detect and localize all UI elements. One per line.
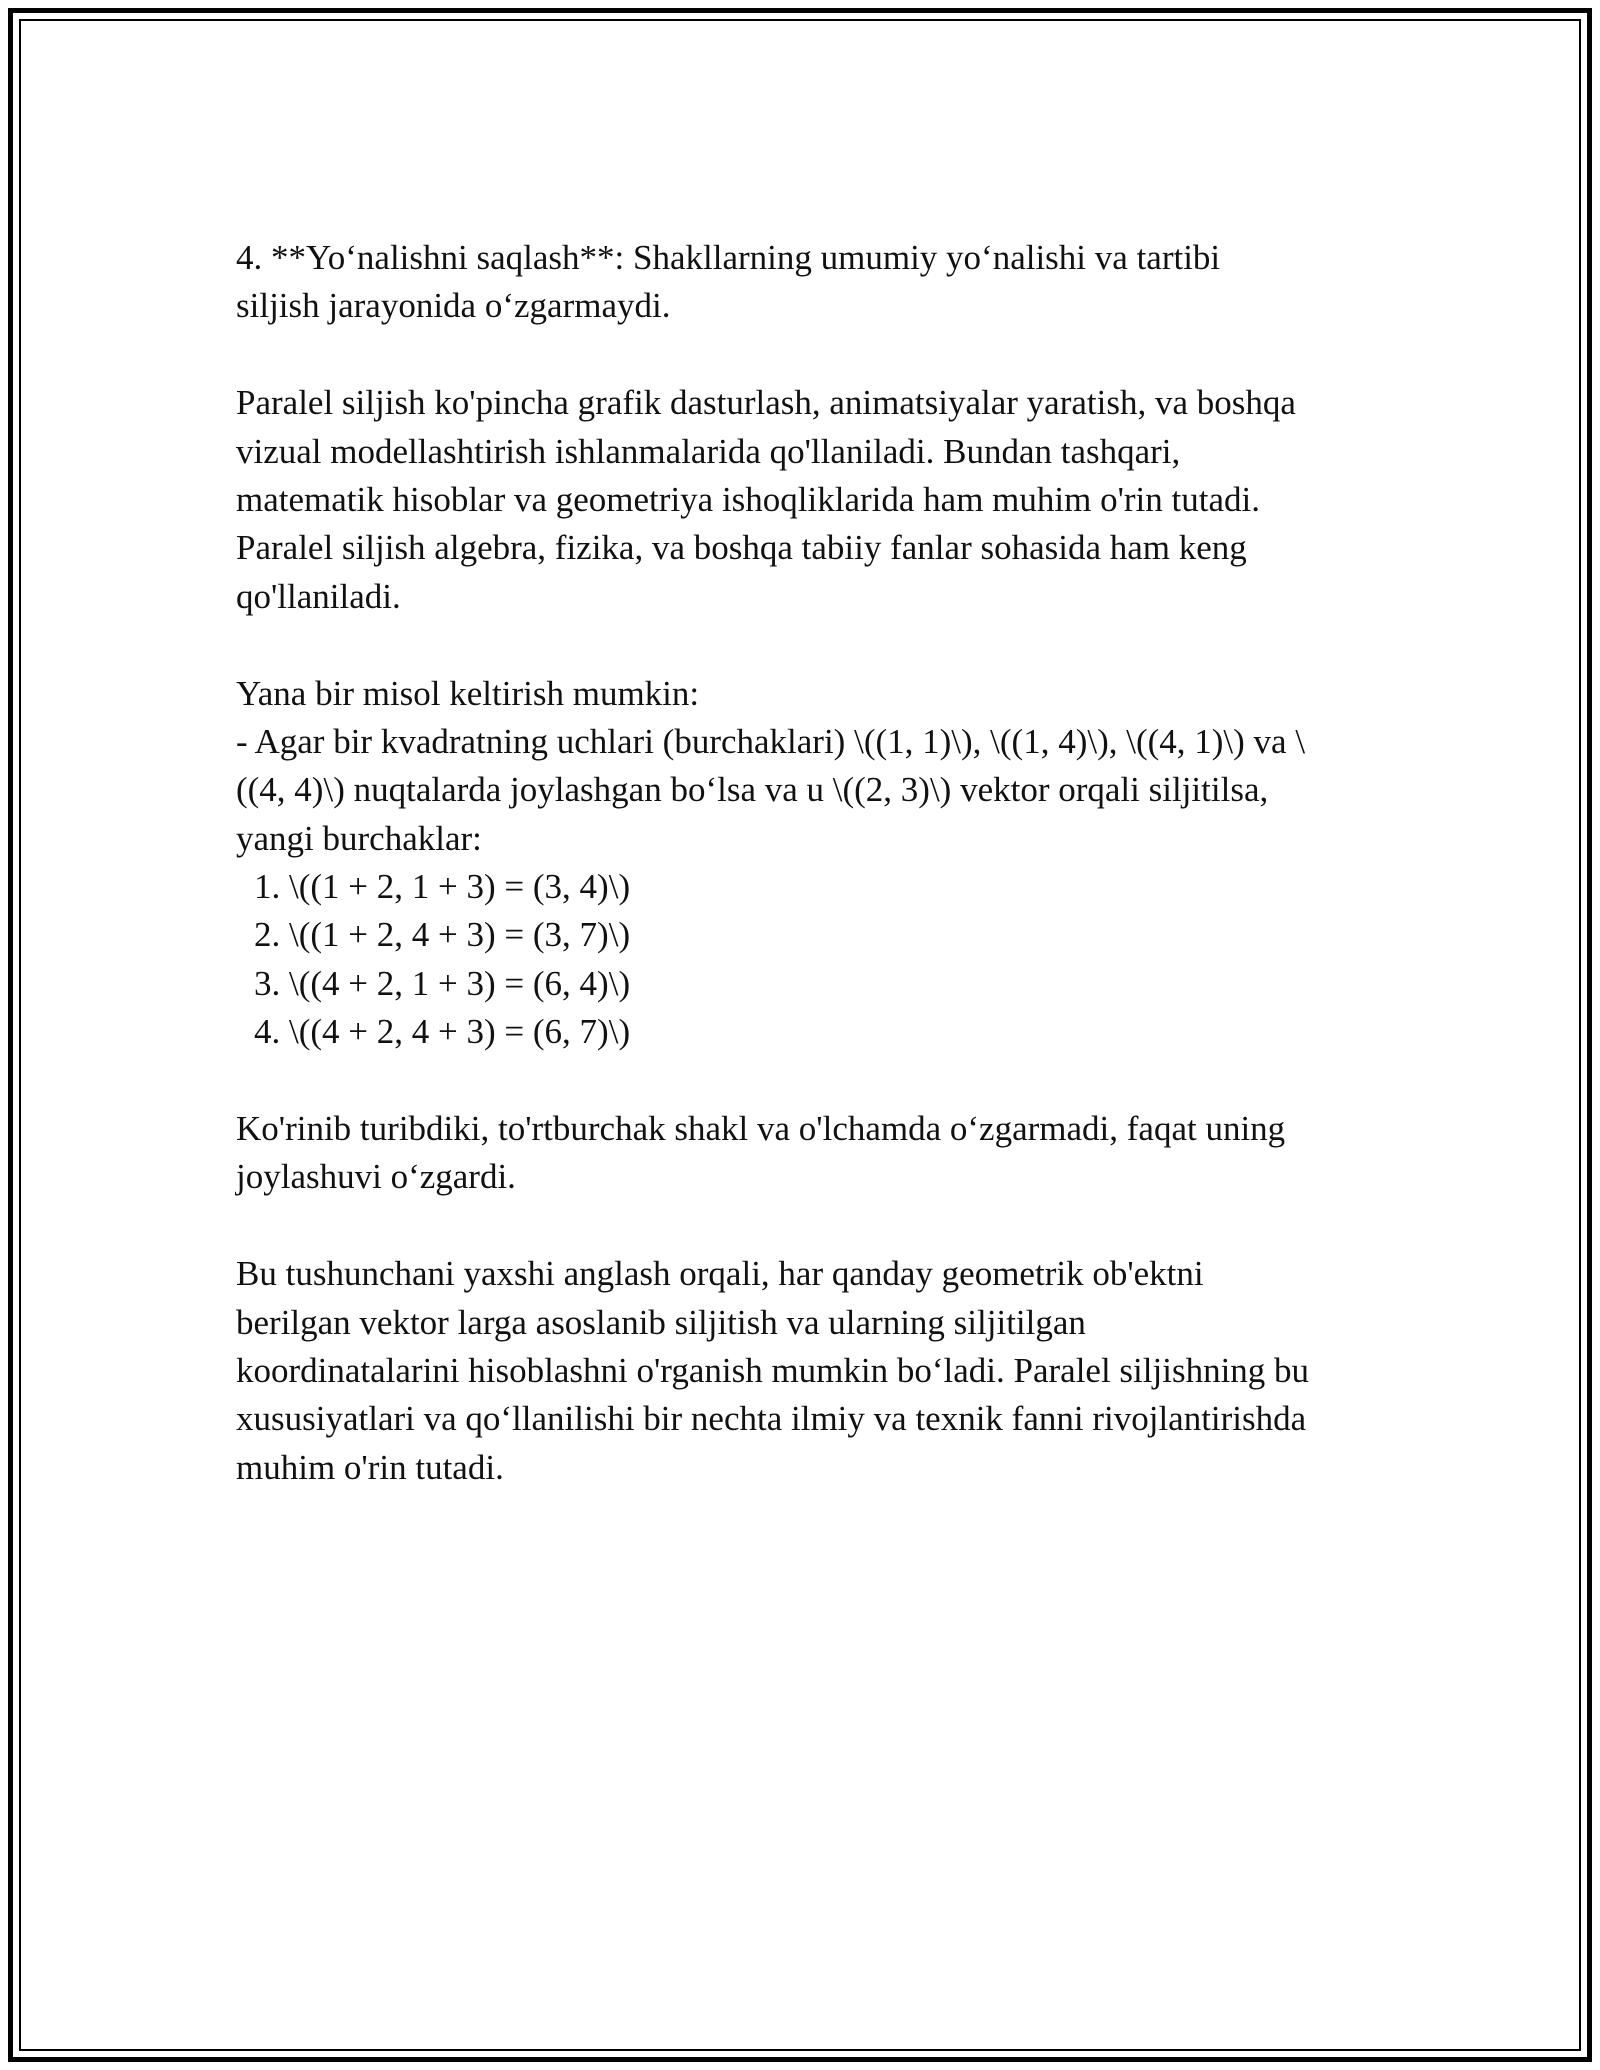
- text-line: - Agar bir kvadratning uchlari (burchaklari) \((1, 1)\), \((1, 4)\), \((4, 1)\) va \: [236, 721, 1306, 761]
- text-line: Bu tushunchani yaxshi anglash orqali, har qanday geometrik ob'ektni: [236, 1254, 1204, 1294]
- list-item: 3. \((4 + 2, 1 + 3) = (6, 4)\): [254, 963, 631, 1003]
- text-line: Ko'rinib turibdiki, to'rtburchak shakl va o'lchamda o‘zgarmadi, faqat uning: [236, 1109, 1286, 1149]
- paragraph-gap: [236, 1057, 1386, 1105]
- paragraph-gap: [236, 331, 1386, 379]
- list-item: 1. \((1 + 2, 1 + 3) = (3, 4)\): [254, 867, 631, 907]
- paragraph-example: [236, 670, 1386, 864]
- text-line: joylashuvi o‘zgardi.: [236, 1157, 516, 1197]
- paragraph-conclusion: [236, 1250, 1386, 1492]
- text-line: siljish jarayonida o‘zgarmaydi.: [236, 286, 671, 326]
- text-line: berilgan vektor larga asoslanib siljitish va ularning siljitilgan: [236, 1302, 1086, 1342]
- text-line: xususiyatlari va qo‘llanilishi bir nechta ilmiy va texnik fanni rivojlantirishda: [236, 1399, 1307, 1439]
- text-line: matematik hisoblar va geometriya ishoqliklarida ham muhim o'rin tutadi.: [236, 479, 1260, 519]
- text-line: ((4, 4)\) nuqtalarda joylashgan bo‘lsa va u \((2, 3)\) vektor orqali siljitilsa,: [236, 770, 1269, 810]
- text-line: qo'llaniladi.: [236, 576, 401, 616]
- text-line: Yana bir misol keltirish mumkin:: [236, 673, 700, 713]
- paragraph-orientation: [236, 234, 1386, 331]
- paragraph-gap: [236, 1202, 1386, 1250]
- document-body: [236, 234, 1386, 1492]
- text-line: Paralel siljish algebra, fizika, va boshqa tabiiy fanlar sohasida ham keng: [236, 528, 1247, 568]
- paragraph-observation: [236, 1105, 1386, 1202]
- example-list: [236, 863, 1386, 1057]
- text-line: 4. **Yo‘nalishni saqlash**: Shakllarning umumiy yo‘nalishi va tartibi: [236, 238, 1221, 277]
- text-line: vizual modellashtirish ishlanmalarida qo'llaniladi. Bundan tashqari,: [236, 431, 1181, 471]
- list-item: 2. \((1 + 2, 4 + 3) = (3, 7)\): [254, 915, 631, 955]
- paragraph-gap: [236, 621, 1386, 669]
- paragraph-usage: [236, 379, 1386, 621]
- text-line: yangi burchaklar:: [236, 818, 482, 858]
- text-line: koordinatalarini hisoblashni o'rganish mumkin bo‘ladi. Paralel siljishning bu: [236, 1350, 1310, 1390]
- text-line: muhim o'rin tutadi.: [236, 1447, 504, 1487]
- text-line: Paralel siljish ko'pincha grafik dasturlash, animatsiyalar yaratish, va boshqa: [236, 383, 1296, 423]
- list-item: 4. \((4 + 2, 4 + 3) = (6, 7)\): [254, 1012, 631, 1052]
